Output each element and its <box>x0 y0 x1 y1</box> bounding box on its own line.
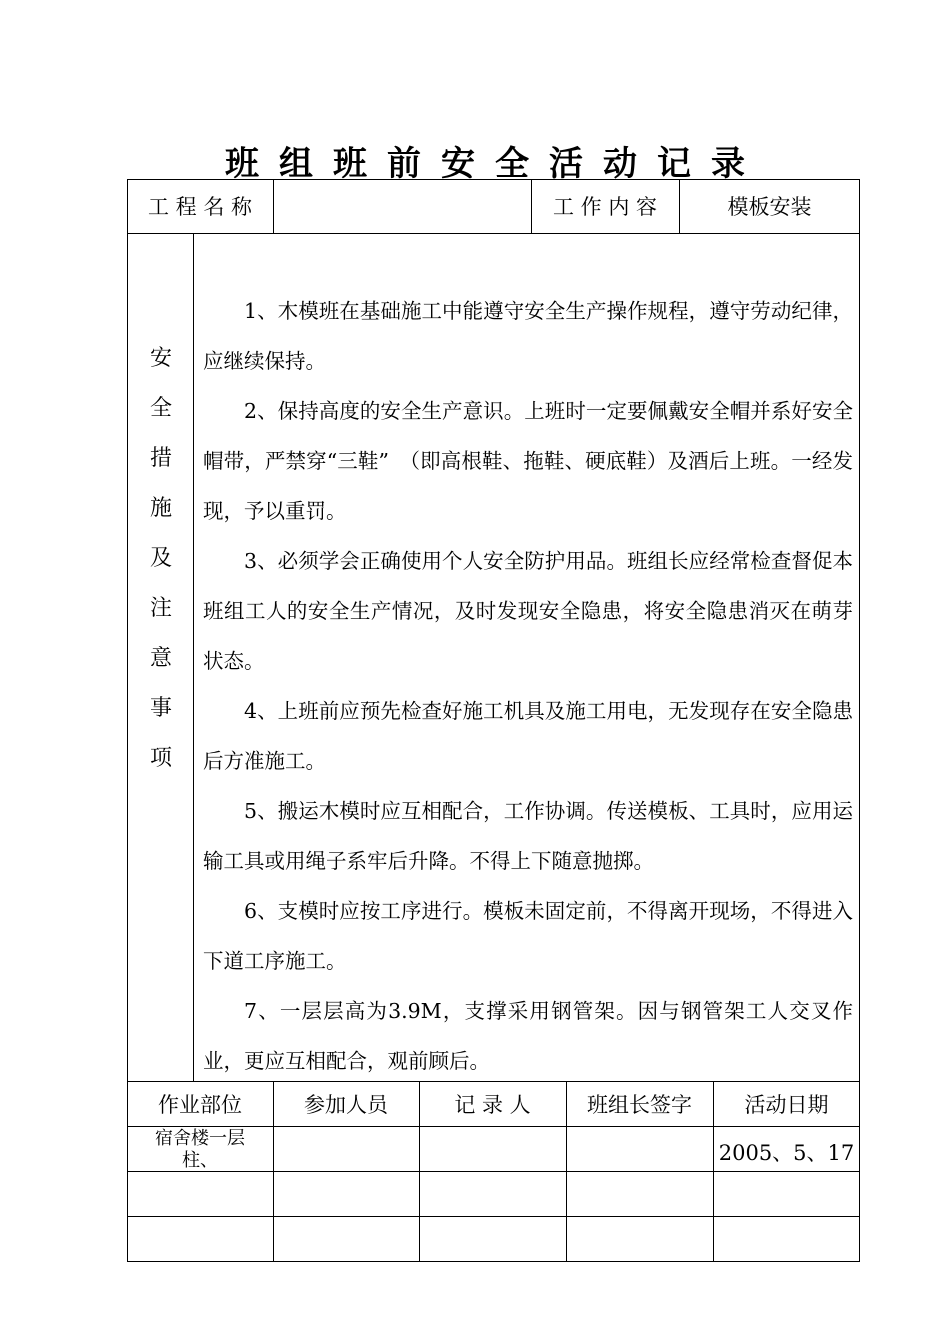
record-cell-participants[interactable] <box>273 1126 419 1171</box>
project-name-value[interactable] <box>273 179 531 233</box>
side-char: 项 <box>149 746 172 771</box>
record-cell-date[interactable]: 2005、5、17 <box>718 1141 855 1165</box>
side-char: 全 <box>149 396 172 421</box>
record-cell-date[interactable] <box>713 1171 860 1216</box>
measure-item: 5、搬运木模时应互相配合，工作协调。传送模板、工具时，应用运输工具或用绳子系牢后升降。不得上下随意抛掷。 <box>203 799 853 873</box>
record-cell-leader-signature[interactable] <box>566 1171 713 1216</box>
record-cell-recorder[interactable] <box>419 1126 566 1171</box>
record-cell-leader-signature[interactable] <box>566 1216 713 1262</box>
record-header-leader-signature: 班组长签字 <box>587 1092 692 1117</box>
measures-text <box>203 286 853 1086</box>
record-header-recorder: 记 录 人 <box>454 1092 531 1117</box>
side-char: 施 <box>149 496 172 521</box>
record-header-participants: 参加人员 <box>304 1092 388 1117</box>
page-title: 班组班前安全活动记录 <box>225 144 765 184</box>
record-cell-recorder[interactable] <box>419 1216 566 1262</box>
side-char: 事 <box>149 696 172 721</box>
record-cell-leader-signature[interactable] <box>566 1126 713 1171</box>
record-header-location: 作业部位 <box>158 1092 242 1117</box>
measure-item: 3、必须学会正确使用个人安全防护用品。班组长应经常检查督促本班组工人的安全生产情况，及时发现安全隐患，将安全隐患消灭在萌芽状态。 <box>203 549 853 673</box>
record-cell-participants[interactable] <box>273 1216 419 1262</box>
record-header-date: 活动日期 <box>744 1092 829 1117</box>
work-content-label: 工 作 内 容 <box>552 195 658 219</box>
measure-item: 2、保持高度的安全生产意识。上班时一定要佩戴安全帽并系好安全帽带，严禁穿“三鞋” （即高根鞋、拖鞋、硬底鞋）及酒后上班。一经发现，予以重罚。 <box>203 399 853 523</box>
record-cell-recorder[interactable] <box>419 1171 566 1216</box>
side-char: 注 <box>149 596 172 621</box>
side-char: 措 <box>149 446 172 471</box>
project-name-label: 工 程 名 称 <box>147 195 253 219</box>
record-cell-date[interactable] <box>713 1216 860 1262</box>
measures-side-label <box>128 334 194 784</box>
side-char: 及 <box>149 546 172 571</box>
header-row-divider <box>127 233 860 234</box>
record-cell-location[interactable]: 宿舍楼一层柱、 <box>155 1128 245 1170</box>
work-content-value[interactable]: 模板安装 <box>727 195 812 219</box>
measure-item: 4、上班前应预先检查好施工机具及施工用电，无发现存在安全隐患后方准施工。 <box>203 699 853 773</box>
measure-item: 1、木模班在基础施工中能遵守安全生产操作规程，遵守劳动纪律，应继续保持。 <box>203 299 853 373</box>
record-cell-participants[interactable] <box>273 1171 419 1216</box>
record-cell-location[interactable] <box>127 1171 273 1216</box>
side-char: 意 <box>149 646 172 671</box>
measure-item: 6、支模时应按工序进行。模板未固定前，不得离开现场，不得进入下道工序施工。 <box>203 899 853 973</box>
measure-item: 7、一层层高为3.9M，支撑采用钢管架。因与钢管架工人交叉作业，更应互相配合，观前顾后。 <box>203 999 853 1073</box>
side-char: 安 <box>149 346 172 371</box>
record-cell-location[interactable] <box>127 1216 273 1262</box>
